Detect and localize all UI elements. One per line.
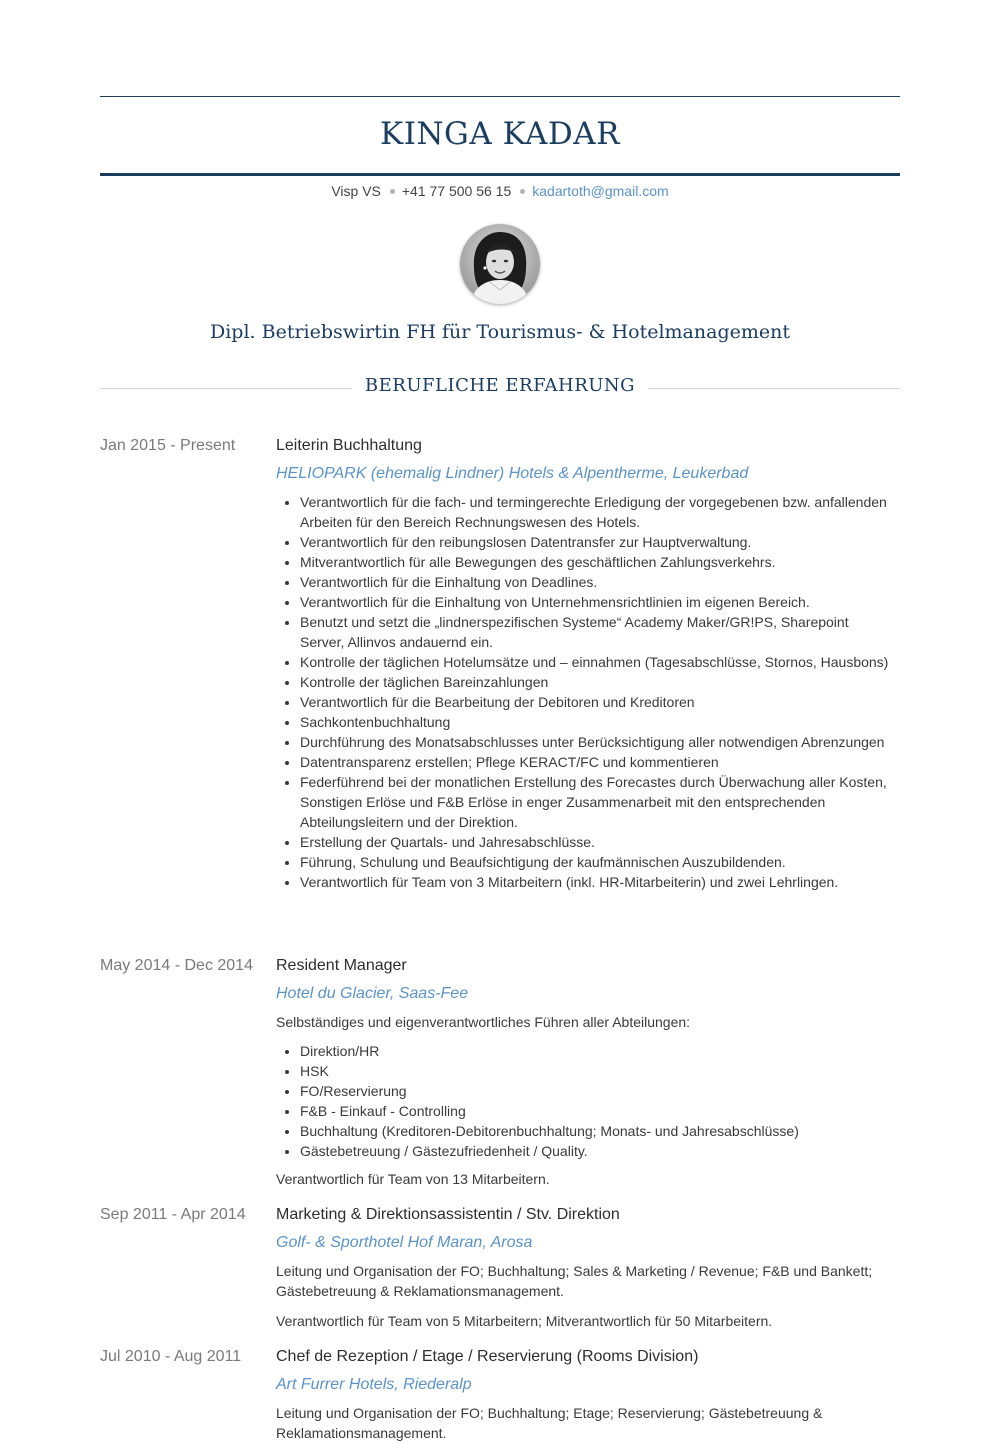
job-body	[276, 434, 896, 892]
section-title: BERUFLICHE ERFAHRUNG	[364, 375, 636, 396]
job-company: Art Furrer Hotels, Riederalp	[276, 1376, 472, 1393]
job-company: Hotel du Glacier, Saas-Fee	[276, 985, 469, 1002]
list-item: • HSK	[300, 1061, 896, 1081]
list-item: • Kontrolle der täglichen Hotelumsätze und – einnahmen (Tagesabschlüsse, Stornos, Hausbons)	[300, 652, 896, 672]
avatar	[460, 224, 540, 304]
job-intro: Selbständiges und eigenverantwortliches Führen aller Abteilungen:	[276, 1014, 691, 1030]
list-item: • Buchhaltung (Kreditoren-Debitorenbuchhaltung; Monats- und Jahresabschlüsse)	[300, 1121, 896, 1141]
list-item: • Gästebetreuung / Gästezufriedenheit / Quality.	[300, 1141, 896, 1161]
job-title: Marketing & Direktionsassistentin / Stv. Direktion	[276, 1206, 620, 1223]
separator-dot-icon	[390, 189, 395, 194]
job-body	[276, 1345, 896, 1443]
separator-dot-icon	[520, 189, 525, 194]
job-description: Leitung und Organisation der FO; Buchhaltung; Etage; Reservierung; Gästebetreuung & Reklamationsmanagement.	[276, 1405, 823, 1441]
professional-headline: Dipl. Betriebswirtin FH für Tourismus- & Hotelmanagement	[210, 321, 790, 343]
list-item: • Erstellung der Quartals- und Jahresabschlüsse.	[300, 832, 896, 852]
job-date: Jan 2015 - Present	[100, 437, 236, 454]
header-top-rule	[100, 96, 900, 97]
contact-line	[100, 181, 900, 201]
list-item: • Führung, Schulung und Beaufsichtigung der kaufmännischen Auszubildenden.	[300, 852, 896, 872]
job-duties-list	[276, 492, 896, 892]
job-body	[276, 1203, 896, 1331]
phone-text: +41 77 500 56 15	[401, 183, 512, 199]
job-date: Sep 2011 - Apr 2014	[100, 1206, 246, 1223]
job-title: Resident Manager	[276, 957, 407, 974]
job-title: Leiterin Buchhaltung	[276, 437, 422, 454]
job-description: Leitung und Organisation der FO; Buchhaltung; Sales & Marketing / Revenue; F&B und Bankett; Gästebetreuung & Reklamationsmanagement.	[276, 1263, 873, 1299]
job-company: Golf- & Sporthotel Hof Maran, Arosa	[276, 1234, 533, 1251]
job-company: HELIOPARK (ehemalig Lindner) Hotels & Alpentherme, Leukerbad	[276, 465, 749, 482]
list-item: • Direktion/HR	[300, 1041, 896, 1061]
section-divider-left	[100, 388, 352, 389]
list-item: • Verantwortlich für die Einhaltung von Unternehmensrichtlinien im eigenen Bereich.	[300, 592, 896, 612]
header-bottom-rule	[100, 173, 900, 176]
job-title: Chef de Rezeption / Etage / Reservierung (Rooms Division)	[276, 1348, 699, 1365]
job-date: May 2014 - Dec 2014	[100, 957, 253, 974]
list-item: • Verantwortlich für die Bearbeitung der Debitoren und Kreditoren	[300, 692, 896, 712]
job-duties-list	[276, 1041, 896, 1161]
location-text: Visp VS	[331, 183, 381, 199]
candidate-name: KINGA KADAR	[380, 116, 620, 152]
list-item: • Durchführung des Monatsabschlusses unter Berücksichtigung aller notwendigen Abrenzungen	[300, 732, 896, 752]
section-header	[100, 372, 900, 400]
job-team-note: Verantwortlich für Team von 5 Mitarbeitern; Mitverantwortlich für 50 Mitarbeitern.	[276, 1313, 773, 1329]
list-item: • Verantwortlich für Team von 3 Mitarbeitern (inkl. HR-Mitarbeiterin) und zwei Lehrlingen.	[300, 872, 896, 892]
list-item: • Kontrolle der täglichen Bareinzahlungen	[300, 672, 896, 692]
job-date: Jul 2010 - Aug 2011	[100, 1348, 242, 1365]
list-item: • Verantwortlich für die Einhaltung von Deadlines.	[300, 572, 896, 592]
list-item: • FO/Reservierung	[300, 1081, 896, 1101]
job-outro: Verantwortlich für Team von 13 Mitarbeitern.	[276, 1171, 550, 1187]
list-item: • Verantwortlich für den reibungslosen Datentransfer zur Hauptverwaltung.	[300, 532, 896, 552]
list-item: • Benutzt und setzt die „lindnerspezifischen Systeme“ Academy Maker/GR!PS, Sharepoint Server, Allinvos andauernd ein.	[300, 612, 896, 652]
section-divider-right	[648, 388, 900, 389]
list-item: • Verantwortlich für die fach- und termingerechte Erledigung der vorgegebenen bzw. anfallenden Arbeiten für den Bereich Rechnungswesen des Hotels.	[300, 492, 896, 532]
list-item: • Federführend bei der monatlichen Erstellung des Forecastes durch Überwachung aller Kosten, Sonstigen Erlöse und F&B Erlöse in enger Zusammenarbeit mit den entsprechenden Abteilungsleitern und der Direktion.	[300, 772, 896, 832]
list-item: • Sachkontenbuchhaltung	[300, 712, 896, 732]
job-body	[276, 954, 896, 1189]
list-item: • Datentransparenz erstellen; Pflege KERACT/FC und kommentieren	[300, 752, 896, 772]
list-item: • Mitverantwortlich für alle Bewegungen des geschäftlichen Zahlungsverkehrs.	[300, 552, 896, 572]
profile-photo	[460, 224, 540, 304]
email-link[interactable]: kadartoth@gmail.com	[532, 183, 669, 199]
list-item: • F&B - Einkauf - Controlling	[300, 1101, 896, 1121]
